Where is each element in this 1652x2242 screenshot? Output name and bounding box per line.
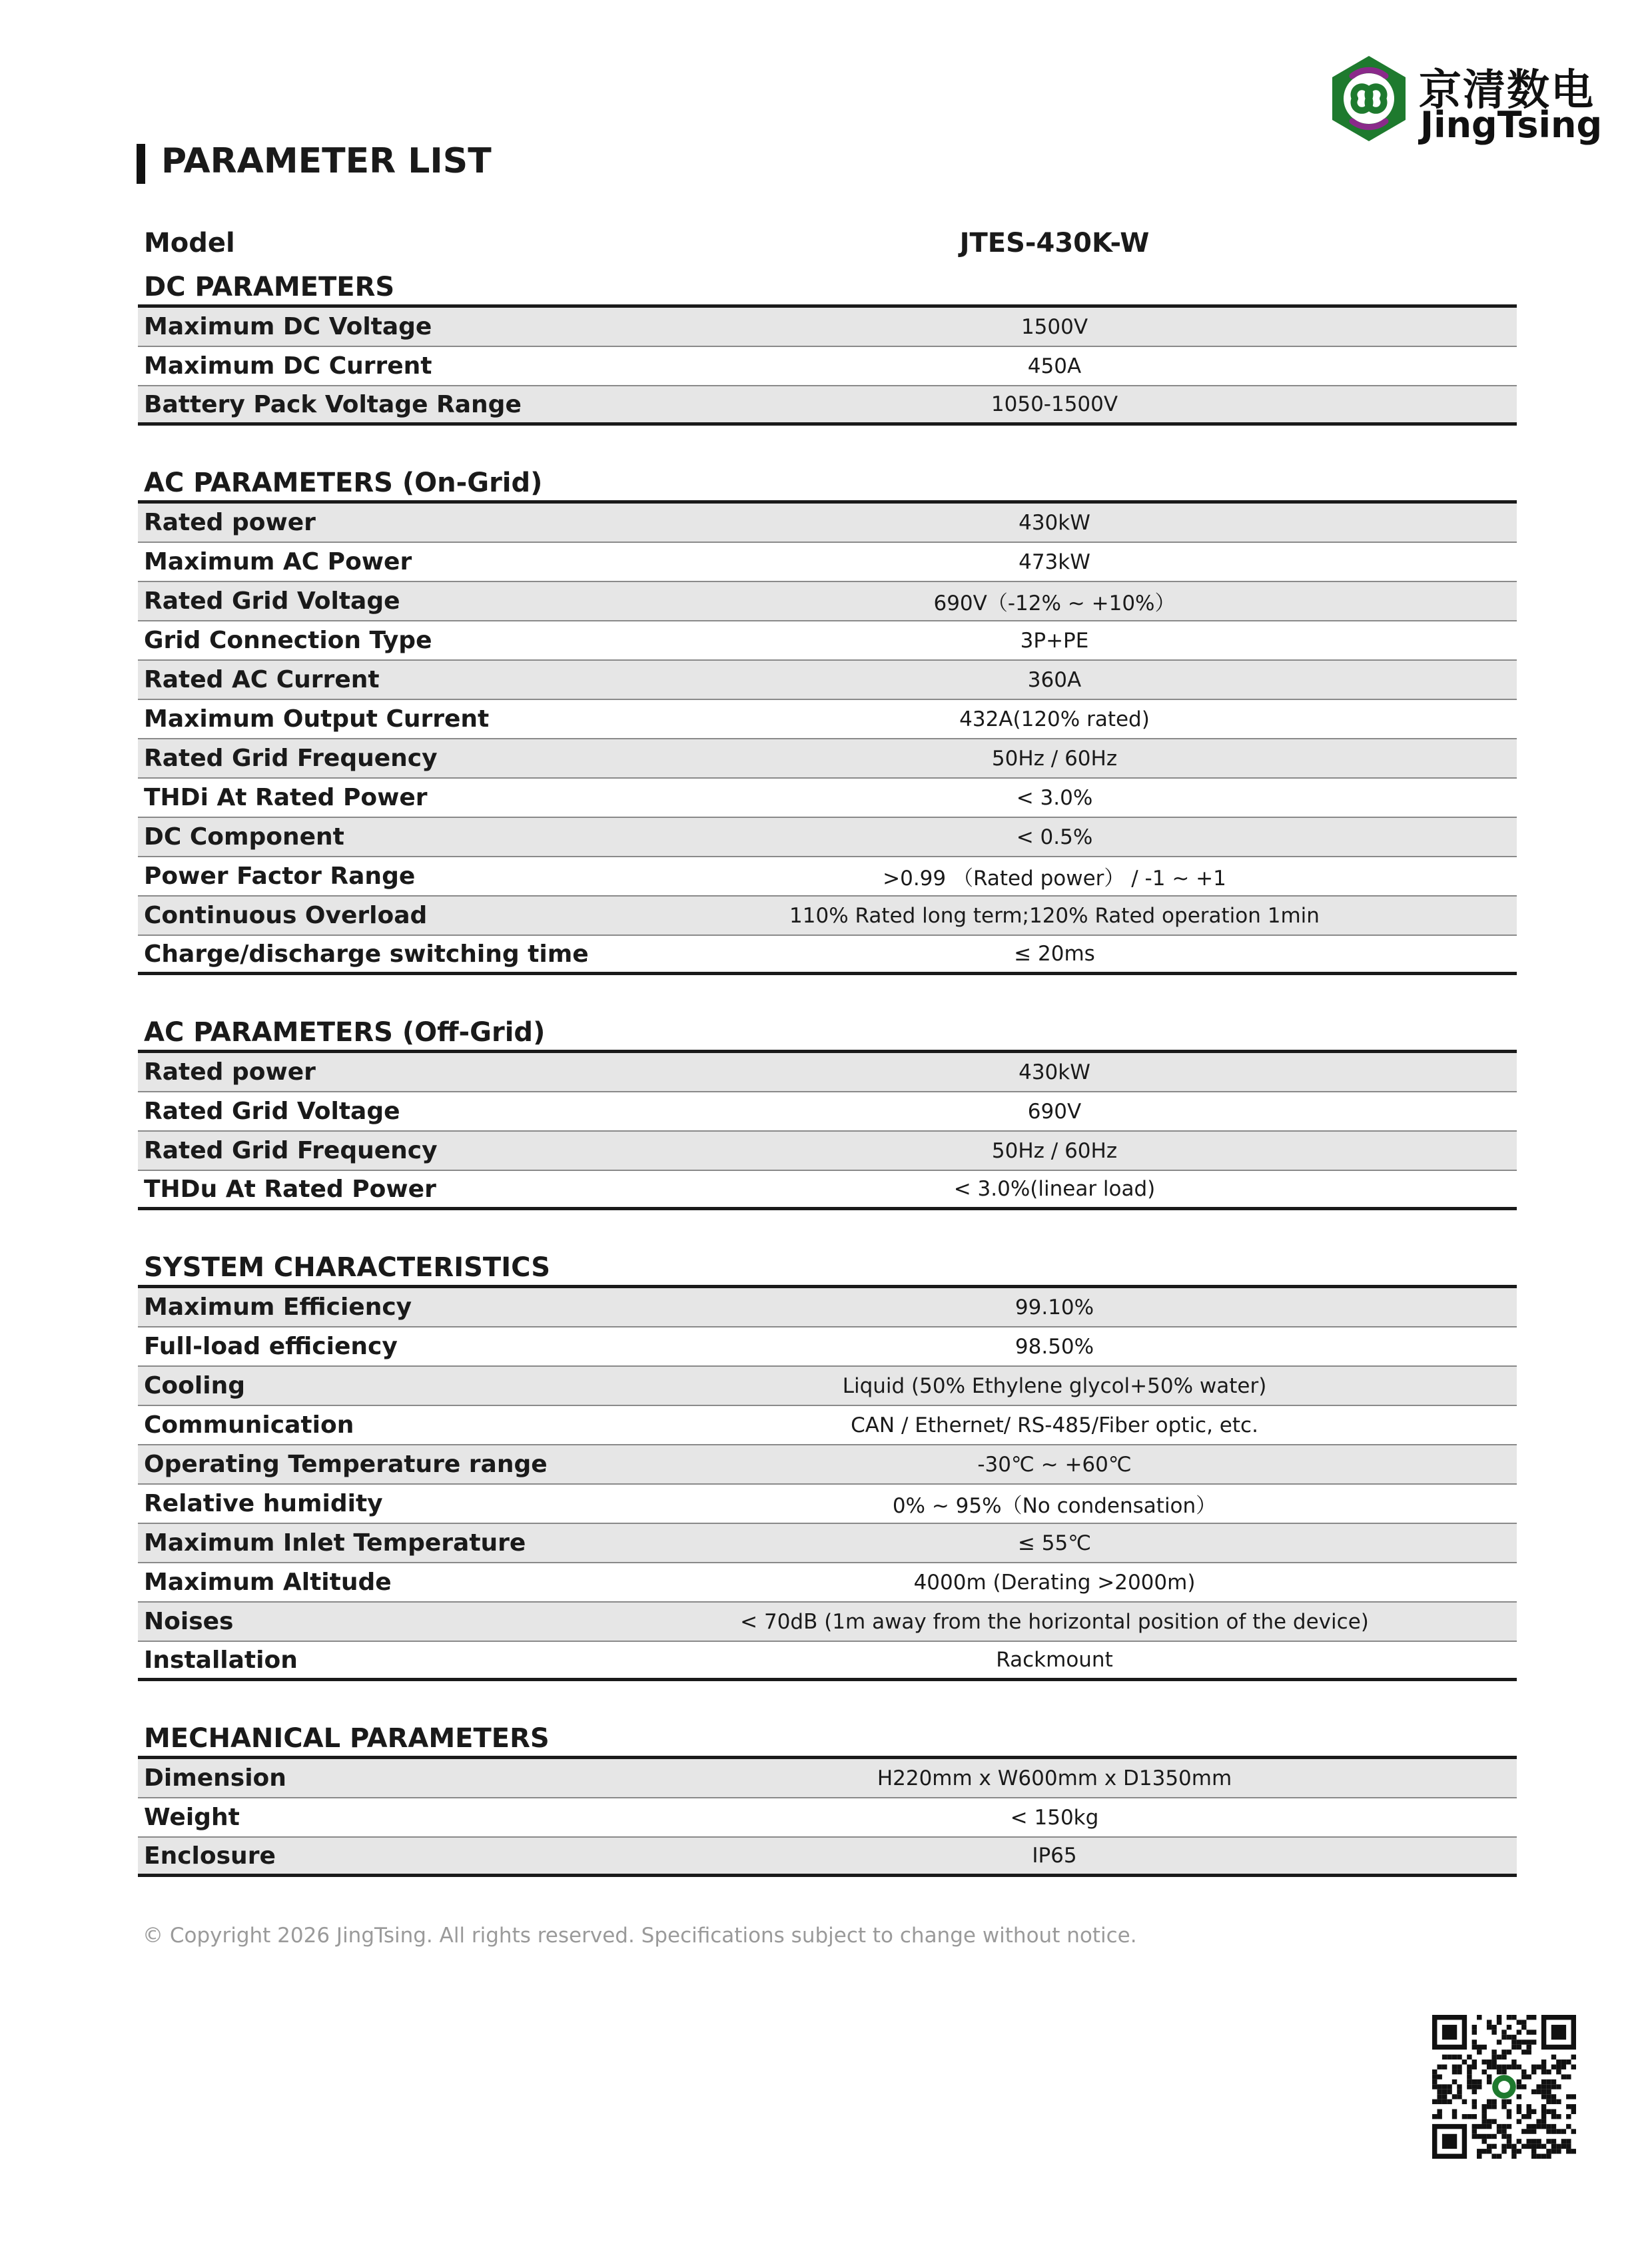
table-row	[138, 1759, 1517, 1798]
table-row	[138, 347, 1517, 386]
parameter-value: 430kW	[1019, 510, 1090, 535]
parameter-value: CAN / Ethernet/ RS-485/Fiber optic, etc.	[851, 1413, 1258, 1437]
parameter-name: THDu At Rated Power	[144, 1175, 436, 1203]
table-row	[138, 1445, 1517, 1485]
parameter-value: 432A(120% rated)	[959, 707, 1150, 731]
table-row	[138, 739, 1517, 779]
parameter-name: Cooling	[144, 1372, 245, 1399]
parameter-name: DC Component	[144, 823, 344, 851]
table-row	[138, 1406, 1517, 1445]
section	[138, 1250, 1517, 1681]
table-row	[138, 1171, 1517, 1210]
model-label: Model	[144, 228, 235, 258]
parameter-name: Enclosure	[144, 1842, 276, 1870]
table-row	[138, 1367, 1517, 1406]
parameter-name: Full-load efficiency	[144, 1333, 398, 1360]
parameter-name: Noises	[144, 1608, 234, 1635]
page-title: PARAMETER LIST	[161, 141, 492, 181]
table-row	[138, 504, 1517, 543]
parameter-value: 50Hz / 60Hz	[991, 1138, 1118, 1163]
parameter-value: 430kW	[1019, 1060, 1090, 1084]
parameter-value: 98.50%	[1015, 1334, 1094, 1359]
section	[138, 1014, 1517, 1210]
table-row	[138, 1092, 1517, 1132]
section-title: AC PARAMETERS (Off-Grid)	[138, 1014, 1517, 1053]
parameter-name: Maximum Output Current	[144, 705, 490, 733]
parameter-value: < 70dB (1m away from the horizontal position of the device)	[740, 1609, 1369, 1634]
section-title: DC PARAMETERS	[138, 269, 1517, 308]
parameter-value: < 3.0%(linear load)	[953, 1177, 1156, 1201]
table-row	[138, 582, 1517, 621]
parameter-name: Maximum AC Power	[144, 548, 412, 575]
table-row	[138, 1327, 1517, 1367]
parameter-value: Liquid (50% Ethylene glycol+50% water)	[842, 1373, 1267, 1398]
parameter-name: Weight	[144, 1804, 240, 1831]
parameter-name: Maximum DC Voltage	[144, 313, 432, 340]
table-row	[138, 1053, 1517, 1092]
parameter-value: < 3.0%	[1016, 785, 1093, 810]
parameter-value: 1050-1500V	[991, 392, 1118, 416]
parameter-value: >0.99 （Rated power） / -1 ~ +1	[883, 867, 1226, 891]
parameter-name: Maximum Inlet Temperature	[144, 1529, 526, 1557]
parameter-value: 360A	[1027, 667, 1082, 692]
section	[138, 269, 1517, 426]
brand-name-en: JingTsing	[1420, 104, 1603, 146]
parameter-name: THDi At Rated Power	[144, 784, 428, 811]
section-title: AC PARAMETERS (On-Grid)	[138, 465, 1517, 504]
parameter-name: Charge/discharge switching time	[144, 940, 589, 968]
table-row	[138, 1485, 1517, 1524]
table-row	[138, 621, 1517, 661]
qr-code-icon	[1432, 2015, 1576, 2159]
parameter-name: Communication	[144, 1411, 354, 1439]
parameter-value: 450A	[1027, 354, 1082, 378]
parameter-name: Maximum Efficiency	[144, 1294, 412, 1321]
parameter-value: 473kW	[1019, 550, 1090, 574]
brand-name-cn: 京清数电	[1419, 66, 1595, 115]
parameter-value: ≤ 55℃	[1017, 1531, 1092, 1555]
model-row	[138, 217, 1517, 269]
parameter-value: 3P+PE	[1020, 628, 1089, 653]
table-row	[138, 936, 1517, 975]
table-row	[138, 1132, 1517, 1171]
parameter-value: 1500V	[1021, 314, 1088, 339]
parameter-value: 4000m (Derating >2000m)	[913, 1570, 1196, 1595]
parameter-name: Grid Connection Type	[144, 627, 432, 654]
parameter-name: Rated AC Current	[144, 666, 380, 693]
parameter-name: Maximum Altitude	[144, 1569, 392, 1596]
parameter-name: Rated Grid Frequency	[144, 745, 438, 772]
table-row	[138, 779, 1517, 818]
parameter-value: Rackmount	[996, 1648, 1113, 1672]
jingtsing-logo-icon	[1326, 52, 1412, 145]
table-row	[138, 1288, 1517, 1327]
parameter-value: < 0.5%	[1016, 825, 1093, 849]
section-title: MECHANICAL PARAMETERS	[138, 1720, 1517, 1759]
table-row	[138, 1838, 1517, 1877]
parameter-value: H220mm x W600mm x D1350mm	[877, 1766, 1232, 1790]
table-row	[138, 1563, 1517, 1603]
table-row	[138, 857, 1517, 897]
parameter-name: Rated Grid Frequency	[144, 1137, 438, 1164]
table-row	[138, 1524, 1517, 1563]
parameter-name: Rated Grid Voltage	[144, 587, 400, 615]
section	[138, 465, 1517, 975]
parameter-name: Continuous Overload	[144, 902, 428, 929]
parameter-value: 690V	[1027, 1099, 1082, 1124]
title-accent-bar	[137, 144, 145, 184]
table-row	[138, 1603, 1517, 1642]
table-row	[138, 308, 1517, 347]
table-row	[138, 818, 1517, 857]
parameter-name: Rated Grid Voltage	[144, 1098, 400, 1125]
brand-logo	[1326, 52, 1605, 147]
parameter-value: 690V（-12% ~ +10%）	[933, 591, 1176, 615]
parameter-value: < 150kg	[1010, 1805, 1099, 1830]
parameter-name: Power Factor Range	[144, 863, 416, 890]
table-row	[138, 661, 1517, 700]
parameter-name: Relative humidity	[144, 1490, 383, 1517]
parameter-name: Installation	[144, 1646, 298, 1674]
parameter-name: Rated power	[144, 509, 316, 536]
parameter-name: Battery Pack Voltage Range	[144, 390, 522, 418]
section	[138, 1720, 1517, 1877]
parameter-value: 50Hz / 60Hz	[991, 746, 1118, 771]
table-row	[138, 543, 1517, 582]
parameter-value: 0% ~ 95%（No condensation）	[892, 1494, 1217, 1518]
table-row	[138, 1798, 1517, 1838]
parameter-value: 99.10%	[1015, 1295, 1094, 1319]
copyright-notice: © Copyright 2026 JingTsing. All rights reserved. Specifications subject to change without notice.	[143, 1924, 1137, 1948]
parameter-value: -30℃ ~ +60℃	[977, 1452, 1132, 1477]
section-title: SYSTEM CHARACTERISTICS	[138, 1250, 1517, 1288]
parameter-value: IP65	[1032, 1844, 1077, 1868]
table-row	[138, 386, 1517, 426]
parameter-name: Dimension	[144, 1764, 286, 1792]
parameter-value: 110% Rated long term;120% Rated operation 1min	[789, 903, 1320, 928]
model-value: JTES-430K-W	[959, 228, 1150, 258]
parameter-name: Rated power	[144, 1058, 316, 1086]
parameter-value: ≤ 20ms	[1014, 942, 1095, 966]
table-row	[138, 700, 1517, 739]
parameter-sections	[138, 269, 1517, 1877]
parameter-name: Maximum DC Current	[144, 352, 432, 380]
parameter-name: Operating Temperature range	[144, 1451, 548, 1478]
table-row	[138, 1642, 1517, 1681]
parameter-table	[138, 217, 1517, 1877]
table-row	[138, 897, 1517, 936]
